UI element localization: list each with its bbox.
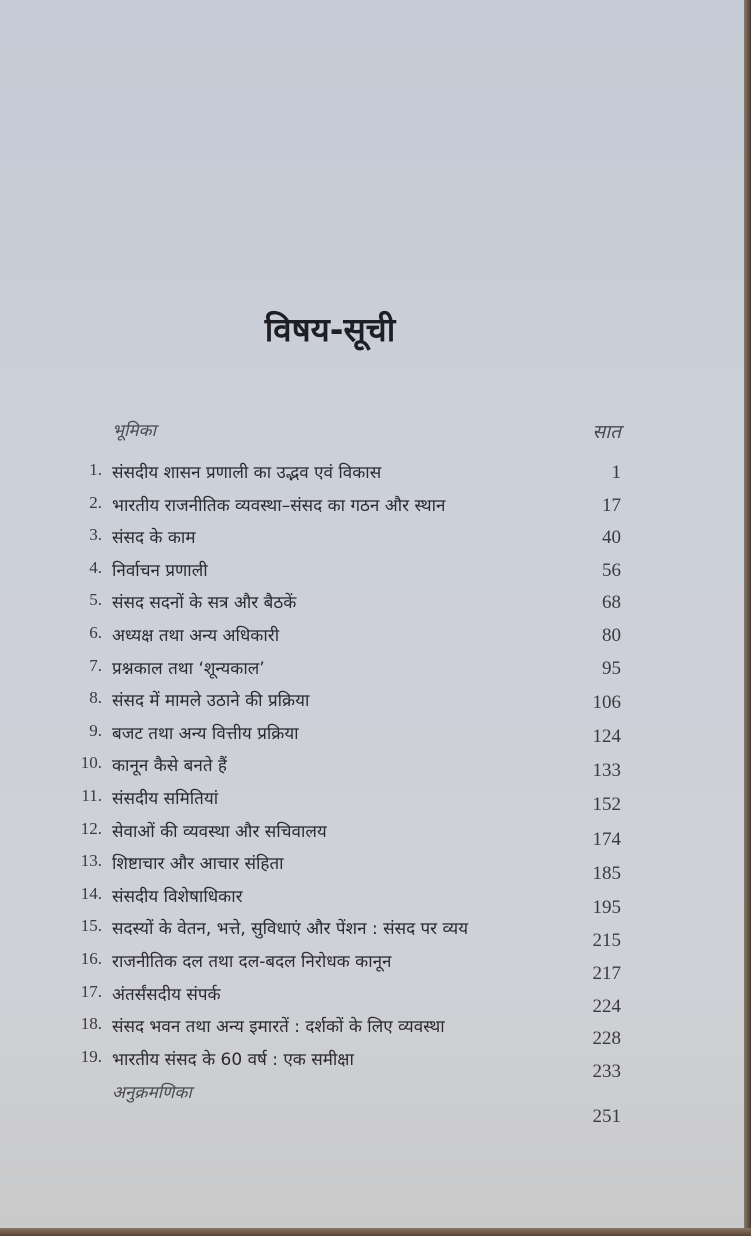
chapter-title: संसदीय विशेषाधिकार: [112, 886, 243, 907]
chapter-number: 13.: [80, 851, 102, 871]
chapter-page: 224: [592, 995, 621, 1017]
chapter-number: 16.: [80, 949, 102, 968]
chapter-number: 9.: [89, 720, 102, 740]
chapter-title: संसद भवन तथा अन्य इमारतें : दर्शकों के लिए व्यवस्था: [112, 1017, 445, 1038]
chapter-page: 56: [602, 559, 621, 581]
toc-row: [0, 623, 751, 653]
chapter-page: 185: [592, 862, 621, 884]
toc-row-index-page: [0, 1106, 751, 1136]
toc-row: [0, 916, 751, 952]
chapter-page: 152: [592, 794, 621, 816]
toc-row: [0, 851, 751, 884]
chapter-page: 95: [602, 657, 621, 679]
book-edge-bottom: [0, 1228, 751, 1236]
index-page: 251: [592, 1106, 621, 1127]
chapter-page: 124: [592, 725, 621, 747]
chapter-page: 233: [592, 1060, 621, 1082]
chapter-page: 217: [592, 963, 621, 984]
chapter-number: 5.: [89, 590, 102, 610]
chapter-number: 3.: [89, 525, 102, 545]
toc-row: [0, 1014, 751, 1050]
chapter-title: संसद में मामले उठाने की प्रक्रिया: [112, 691, 310, 712]
chapter-page: 17: [602, 494, 621, 516]
chapter-title: अध्यक्ष तथा अन्य अधिकारी: [112, 626, 280, 646]
chapter-title: सेवाओं की व्यवस्था और सचिवालय: [112, 821, 327, 842]
chapter-number: 14.: [80, 883, 102, 903]
toc-row: [0, 525, 751, 555]
chapter-page: 195: [592, 896, 621, 918]
toc-row: [0, 721, 751, 751]
chapter-title: निर्वाचन प्रणाली: [112, 560, 208, 581]
chapter-title: संसदीय शासन प्रणाली का उद्भव एवं विकास: [112, 463, 382, 483]
chapter-number: 1.: [89, 460, 102, 479]
chapter-title: कानून कैसे बनते हैं: [112, 756, 227, 777]
chapter-page: 68: [602, 592, 621, 614]
chapter-title: भारतीय राजनीतिक व्यवस्था–संसद का गठन और स्थान: [112, 495, 446, 516]
chapter-title: संसदीय समितियां: [112, 789, 219, 809]
chapter-title: संसद के काम: [112, 528, 196, 549]
chapter-number: 6.: [89, 623, 102, 642]
chapter-page: 80: [602, 625, 621, 646]
toc-row-preface: [0, 418, 751, 448]
chapter-title: भारतीय संसद के 60 वर्ष : एक समीक्षा: [112, 1049, 354, 1070]
page-title: विषय-सूची: [264, 310, 396, 349]
chapter-number: 4.: [89, 557, 102, 577]
chapter-title: बजट तथा अन्य वित्तीय प्रक्रिया: [112, 723, 299, 744]
chapter-number: 19.: [80, 1046, 102, 1066]
chapter-title: शिष्टाचार और आचार संहिता: [112, 854, 284, 875]
toc-row: [0, 981, 751, 1017]
chapter-page: 215: [592, 930, 621, 952]
toc-row: [0, 558, 751, 588]
chapter-title: संसद सदनों के सत्र और बैठकें: [112, 593, 297, 614]
chapter-number: 10.: [80, 753, 102, 773]
chapter-title: सदस्यों के वेतन, भत्ते, सुविधाएं और पेंशन : संसद पर व्यय: [112, 919, 469, 940]
toc-row: [0, 688, 751, 718]
chapter-page: 106: [592, 691, 621, 713]
toc-row: [0, 883, 751, 918]
chapter-title: राजनीतिक दल तथा दल-बदल निरोधक कानून: [112, 952, 392, 972]
chapter-number: 11.: [81, 786, 102, 805]
chapter-number: 8.: [89, 688, 102, 708]
chapter-page: 174: [592, 828, 621, 850]
toc-row: [0, 460, 751, 490]
chapter-page: 1: [611, 462, 621, 483]
chapter-page: 228: [592, 1028, 621, 1050]
toc-row: [0, 1046, 751, 1082]
toc-row: [0, 656, 751, 686]
chapter-page: 133: [592, 760, 621, 782]
index-label: अनुक्रमणिका: [112, 1083, 192, 1103]
chapter-title: अंतर्संसदीय संपर्क: [112, 984, 221, 1005]
toc-row: [0, 493, 751, 523]
toc-row: [0, 819, 751, 849]
preface-label: भूमिका: [112, 421, 156, 441]
chapter-number: 18.: [80, 1014, 102, 1034]
chapter-number: 2.: [89, 492, 102, 512]
chapter-number: 7.: [89, 655, 102, 675]
chapter-number: 12.: [80, 818, 102, 838]
chapter-title: प्रश्नकाल तथा ‘शून्यकाल’: [112, 658, 265, 679]
chapter-number: 15.: [80, 916, 102, 936]
preface-page: सात: [592, 422, 621, 443]
toc-row: [0, 786, 751, 816]
chapter-number: 17.: [80, 981, 102, 1001]
toc-row: [0, 949, 751, 984]
toc-row: [0, 590, 751, 620]
chapter-page: 40: [602, 527, 621, 549]
toc-row: [0, 753, 751, 783]
